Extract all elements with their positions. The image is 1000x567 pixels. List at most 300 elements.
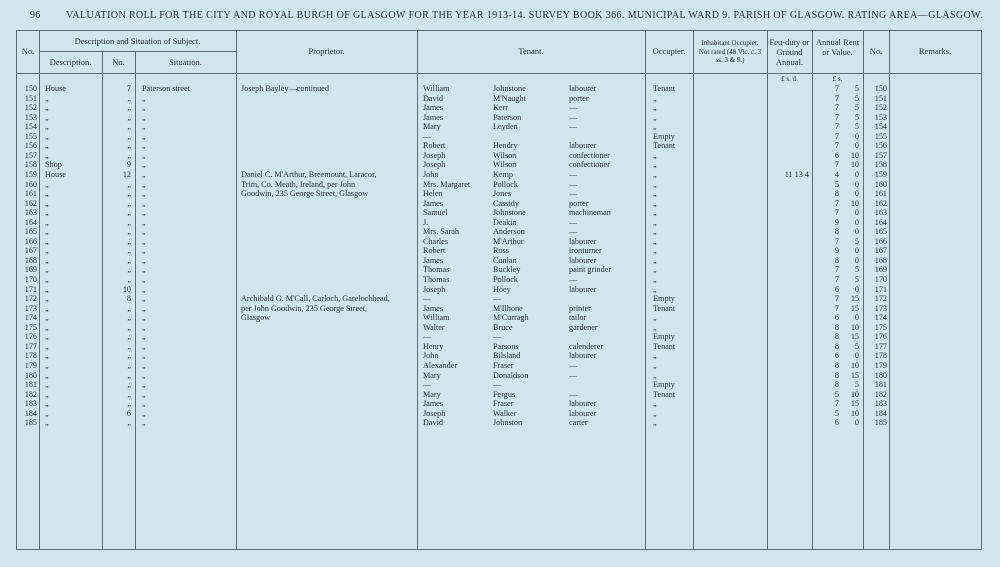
row-occupier: „: [653, 208, 657, 218]
row-rent-shillings: 15: [850, 294, 859, 304]
row-rent-shillings: 5: [854, 380, 859, 390]
row-number-right: 166: [874, 236, 887, 246]
row-number-right: 180: [874, 370, 887, 380]
row-house-number: „: [127, 141, 131, 151]
row-number-right: 175: [874, 322, 887, 332]
row-number-right: 179: [874, 360, 887, 370]
row-tenant-last: Hendry: [493, 141, 518, 151]
row-rent-pounds: 7: [834, 122, 839, 132]
row-description: „: [45, 141, 49, 151]
row-tenant-first: Joseph: [423, 150, 446, 160]
row-house-number: „: [127, 255, 131, 265]
header-rule: [17, 73, 981, 74]
col-header-no-right: No.: [869, 46, 883, 56]
row-situation: „: [142, 303, 146, 313]
row-tenant-last: M'Arthur: [493, 236, 524, 246]
table-row: [17, 189, 981, 199]
row-description: „: [45, 122, 49, 132]
row-description: „: [45, 399, 49, 409]
row-tenant-first: Joseph: [423, 160, 446, 170]
row-number-right: 163: [874, 208, 887, 218]
row-tenant-occupation: labourer: [569, 84, 597, 93]
row-rent-pounds: 7: [834, 93, 839, 103]
row-house-number: „: [127, 322, 131, 332]
row-situation: „: [142, 389, 146, 399]
row-tenant-first: James: [423, 103, 444, 113]
table-row: [17, 180, 981, 190]
row-tenant-first: —: [423, 380, 432, 390]
row-situation: „: [142, 399, 146, 409]
row-occupier: „: [653, 265, 657, 275]
row-number-right: 159: [874, 169, 887, 179]
table-row: [17, 132, 981, 142]
row-rent-pounds: 6: [834, 313, 839, 323]
table-row: [17, 323, 981, 333]
row-tenant-occupation: machineman: [569, 208, 611, 218]
row-description: „: [45, 360, 49, 370]
row-tenant-first: Mrs. Margaret: [423, 179, 471, 189]
row-tenant-occupation: —: [569, 103, 578, 113]
row-house-number: „: [127, 236, 131, 246]
row-description: „: [45, 198, 49, 208]
row-number: 157: [24, 150, 37, 160]
row-rent-pounds: 8: [834, 189, 839, 199]
row-tenant-last: —: [493, 294, 502, 304]
row-rent-shillings: 5: [854, 84, 859, 93]
row-number: 162: [24, 198, 37, 208]
row-situation: „: [142, 380, 146, 390]
row-number: 154: [24, 122, 37, 132]
row-tenant-occupation: printer: [569, 303, 591, 313]
row-tenant-occupation: labourer: [569, 399, 597, 409]
row-description: „: [45, 408, 49, 418]
row-occupier: Empty: [653, 294, 675, 304]
row-description: „: [45, 380, 49, 390]
row-tenant-last: Fraser: [493, 360, 514, 370]
row-tenant-last: Buckley: [493, 265, 521, 275]
row-house-number: „: [127, 341, 131, 351]
row-number: 172: [24, 294, 37, 304]
row-number-right: 156: [874, 141, 887, 151]
header-rule: [39, 51, 236, 52]
row-situation: „: [142, 122, 146, 132]
row-tenant-occupation: —: [569, 217, 578, 227]
row-tenant-occupation: paint grinder: [569, 265, 612, 275]
row-rent-shillings: 0: [854, 217, 859, 227]
table-row: [17, 256, 981, 266]
row-situation: „: [142, 93, 146, 103]
row-number-right: 150: [874, 84, 887, 93]
row-rent-shillings: 0: [854, 351, 859, 361]
row-situation: „: [142, 150, 146, 160]
row-description: „: [45, 303, 49, 313]
row-rent-pounds: 6: [834, 150, 839, 160]
row-rent-shillings: 10: [850, 150, 859, 160]
row-house-number: „: [127, 150, 131, 160]
row-description: „: [45, 284, 49, 294]
row-tenant-occupation: calenderer: [569, 341, 604, 351]
row-occupier: Tenant: [653, 84, 676, 93]
row-tenant-occupation: ironturner: [569, 246, 602, 256]
row-number-right: 168: [874, 255, 887, 265]
row-tenant-occupation: labourer: [569, 408, 597, 418]
row-number-right: 165: [874, 227, 887, 237]
row-number: 161: [24, 189, 37, 199]
row-description: House: [45, 84, 66, 93]
table-row: [17, 208, 981, 218]
row-rent-shillings: 10: [850, 198, 859, 208]
row-tenant-occupation: tailor: [569, 313, 587, 323]
valuation-roll-table: [16, 30, 982, 550]
col-header-feu: Feu-duty or Ground Annual.: [769, 37, 810, 67]
row-situation: „: [142, 179, 146, 189]
row-number-right: 171: [874, 284, 887, 294]
row-number: 163: [24, 208, 37, 218]
row-rent-shillings: 0: [854, 169, 859, 179]
row-tenant-last: Kerr: [493, 103, 508, 113]
row-occupier: „: [653, 198, 657, 208]
row-house-number: „: [127, 275, 131, 284]
row-number-right: 170: [874, 275, 887, 284]
row-tenant-first: —: [423, 131, 432, 141]
row-rent-shillings: 15: [850, 399, 859, 409]
row-tenant-first: James: [423, 112, 444, 122]
row-tenant-first: James: [423, 303, 444, 313]
table-row: [17, 409, 981, 419]
row-occupier: „: [653, 322, 657, 332]
row-tenant-occupation: gardener: [569, 322, 598, 332]
row-description: „: [45, 275, 49, 284]
row-situation: „: [142, 198, 146, 208]
row-tenant-first: William: [423, 313, 450, 323]
row-situation: „: [142, 227, 146, 237]
row-occupier: „: [653, 255, 657, 265]
row-tenant-last: Pollock: [493, 275, 519, 284]
row-number-right: 182: [874, 389, 887, 399]
col-header-inhabitant: Inhabitant Occupier. Not rated (48 Vic. c. 3 ss. 3 & 9.): [698, 39, 762, 64]
row-number: 170: [24, 275, 37, 284]
table-row: [17, 294, 981, 304]
row-rent-pounds: 7: [834, 399, 839, 409]
col-header-house-no: No.: [112, 57, 125, 67]
row-rent-pounds: 7: [834, 141, 839, 151]
row-tenant-first: James: [423, 198, 444, 208]
table-row: [17, 304, 981, 314]
row-number-right: 152: [874, 103, 887, 113]
table-row: [17, 265, 981, 275]
row-situation: „: [142, 341, 146, 351]
row-tenant-last: Leyden: [493, 122, 518, 132]
row-number-right: 154: [874, 122, 887, 132]
row-number-right: 155: [874, 131, 887, 141]
row-description: „: [45, 351, 49, 361]
row-rent-shillings: 0: [854, 131, 859, 141]
row-number-right: 164: [874, 217, 887, 227]
feu-currency-units: £ s. d.: [781, 75, 798, 83]
row-tenant-first: Joseph: [423, 284, 446, 294]
row-number: 153: [24, 112, 37, 122]
row-number: 183: [24, 399, 37, 409]
row-tenant-first: John: [423, 351, 439, 361]
row-occupier: „: [653, 150, 657, 160]
row-rent-pounds: 5: [834, 408, 839, 418]
row-house-number: 8: [126, 294, 131, 304]
row-number-right: 181: [874, 380, 887, 390]
row-tenant-first: —: [423, 294, 432, 304]
row-occupier: „: [653, 351, 657, 361]
row-rent-pounds: 7: [834, 198, 839, 208]
row-number: 184: [24, 408, 37, 418]
row-situation: „: [142, 217, 146, 227]
row-house-number: „: [127, 131, 131, 141]
row-rent-pounds: 8: [834, 332, 839, 342]
row-occupier: „: [653, 399, 657, 409]
col-header-remarks: Remarks.: [918, 46, 952, 56]
row-description: „: [45, 217, 49, 227]
table-row: [17, 122, 981, 132]
row-rent-pounds: 6: [834, 418, 839, 428]
table-row: [17, 390, 981, 400]
table-row: [17, 84, 981, 94]
row-rent-shillings: 0: [854, 313, 859, 323]
table-row: [17, 218, 981, 228]
row-occupier: „: [653, 418, 657, 428]
row-house-number: 10: [122, 284, 131, 294]
row-occupier: „: [653, 160, 657, 170]
row-tenant-occupation: —: [569, 122, 578, 132]
row-rent-pounds: 8: [834, 370, 839, 380]
row-number: 164: [24, 217, 37, 227]
row-tenant-last: Hoey: [493, 284, 511, 294]
row-occupier: Empty: [653, 332, 675, 342]
row-occupier: Tenant: [653, 389, 676, 399]
row-rent-pounds: 7: [834, 303, 839, 313]
row-number: 173: [24, 303, 37, 313]
row-house-number: 12: [122, 169, 131, 179]
row-tenant-first: Alexander: [423, 360, 458, 370]
row-rent-pounds: 5: [834, 389, 839, 399]
row-rent-shillings: 5: [854, 93, 859, 103]
row-occupier: „: [653, 227, 657, 237]
row-rent-shillings: 0: [854, 284, 859, 294]
row-number: 179: [24, 360, 37, 370]
row-rent-shillings: 5: [854, 122, 859, 132]
row-number: 177: [24, 341, 37, 351]
table-row: [17, 141, 981, 151]
row-tenant-occupation: confectioner: [569, 160, 610, 170]
row-description: Shop: [45, 160, 62, 170]
col-header-occupier: Occupier.: [652, 46, 686, 56]
row-occupier: „: [653, 179, 657, 189]
col-header-no: No.: [21, 46, 35, 56]
row-occupier: Tenant: [653, 341, 676, 351]
row-house-number: „: [127, 227, 131, 237]
row-house-number: „: [127, 93, 131, 103]
row-tenant-last: M'Naught: [493, 93, 526, 103]
row-tenant-first: Mary: [423, 122, 441, 132]
row-rent-shillings: 0: [854, 418, 859, 428]
row-number: 174: [24, 313, 37, 323]
row-number: 156: [24, 141, 37, 151]
row-situation: „: [142, 418, 146, 428]
row-tenant-occupation: porter: [569, 93, 589, 103]
row-rent-pounds: 8: [834, 227, 839, 237]
row-description: „: [45, 370, 49, 380]
row-tenant-first: Samuel: [423, 208, 448, 218]
row-situation: „: [142, 275, 146, 284]
row-description: „: [45, 389, 49, 399]
row-tenant-last: Anderson: [493, 227, 525, 237]
row-tenant-first: James: [423, 255, 444, 265]
row-house-number: „: [127, 217, 131, 227]
row-number: 158: [24, 160, 37, 170]
row-rent-pounds: 8: [834, 322, 839, 332]
row-feu-duty: 11 13 4: [784, 169, 809, 179]
row-number-right: 173: [874, 303, 887, 313]
row-description: „: [45, 131, 49, 141]
row-situation: „: [142, 169, 146, 179]
table-row: [17, 113, 981, 123]
row-tenant-last: Ross: [493, 246, 509, 256]
row-tenant-occupation: labourer: [569, 236, 597, 246]
row-number-right: 169: [874, 265, 887, 275]
row-situation: „: [142, 360, 146, 370]
row-rent-shillings: 0: [854, 189, 859, 199]
row-description: „: [45, 179, 49, 189]
row-tenant-first: John: [423, 169, 439, 179]
row-tenant-first: Mary: [423, 370, 441, 380]
row-house-number: „: [127, 380, 131, 390]
row-situation: „: [142, 255, 146, 265]
annual-currency-units: £ s.: [832, 75, 843, 83]
row-tenant-occupation: labourer: [569, 255, 597, 265]
row-situation: „: [142, 313, 146, 323]
row-rent-pounds: 8: [834, 255, 839, 265]
table-row: [17, 351, 981, 361]
row-situation: „: [142, 246, 146, 256]
row-house-number: „: [127, 399, 131, 409]
row-tenant-last: Pollock: [493, 179, 519, 189]
row-house-number: „: [127, 198, 131, 208]
table-row: [17, 380, 981, 390]
row-number-right: 153: [874, 112, 887, 122]
row-rent-pounds: 8: [834, 341, 839, 351]
table-row: [17, 313, 981, 323]
table-row: [17, 285, 981, 295]
row-tenant-occupation: labourer: [569, 284, 597, 294]
row-rent-shillings: 0: [854, 255, 859, 265]
row-description: „: [45, 246, 49, 256]
row-number-right: 178: [874, 351, 887, 361]
row-rent-pounds: 7: [834, 103, 839, 113]
row-number-right: 162: [874, 198, 887, 208]
row-tenant-first: Walter: [423, 322, 445, 332]
row-number: 175: [24, 322, 37, 332]
row-tenant-occupation: —: [569, 370, 578, 380]
row-situation: „: [142, 236, 146, 246]
table-row: [17, 246, 981, 256]
row-number: 159: [24, 169, 37, 179]
row-tenant-last: Paterson: [493, 112, 522, 122]
row-rent-shillings: 10: [850, 160, 859, 170]
row-description: „: [45, 255, 49, 265]
row-number-right: 151: [874, 93, 887, 103]
row-rent-shillings: 10: [850, 408, 859, 418]
row-number: 155: [24, 131, 37, 141]
row-tenant-occupation: —: [569, 227, 578, 237]
row-proprietor: Goodwin, 235 George Street, Glasgow: [241, 189, 369, 199]
row-occupier: „: [653, 93, 657, 103]
table-row: [17, 103, 981, 113]
row-occupier: „: [653, 246, 657, 256]
row-tenant-last: Jones: [493, 189, 512, 199]
row-tenant-occupation: porter: [569, 198, 589, 208]
row-description: „: [45, 313, 49, 323]
table-row: [17, 332, 981, 342]
row-tenant-last: M'Ilhone: [493, 303, 523, 313]
row-tenant-last: Fergus: [493, 389, 516, 399]
row-tenant-last: Kemp: [493, 169, 514, 179]
row-house-number: „: [127, 313, 131, 323]
row-proprietor: Archibald G. M'Call, Carloch, Garelochhead,: [241, 294, 390, 304]
row-occupier: „: [653, 112, 657, 122]
row-rent-pounds: 8: [834, 360, 839, 370]
row-situation: „: [142, 112, 146, 122]
table-row: [17, 227, 981, 237]
row-tenant-occupation: carter: [569, 418, 588, 428]
row-rent-pounds: 7: [834, 160, 839, 170]
row-situation: „: [142, 408, 146, 418]
row-number-right: 176: [874, 332, 887, 342]
row-house-number: „: [127, 332, 131, 342]
table-row: [17, 199, 981, 209]
row-rent-shillings: 5: [854, 265, 859, 275]
row-rent-shillings: 10: [850, 389, 859, 399]
row-number: 165: [24, 227, 37, 237]
row-rent-pounds: 7: [834, 112, 839, 122]
row-rent-shillings: 0: [854, 179, 859, 189]
row-rent-pounds: 4: [834, 169, 839, 179]
row-number: 152: [24, 103, 37, 113]
row-tenant-first: Mrs. Sarah: [423, 227, 459, 237]
table-row: [17, 170, 981, 180]
row-rent-shillings: 10: [850, 360, 859, 370]
row-proprietor: per John Goodwin, 235 George Street,: [241, 303, 368, 313]
row-number: 160: [24, 179, 37, 189]
row-tenant-last: Fraser: [493, 399, 514, 409]
row-house-number: 6: [126, 408, 131, 418]
table-row: [17, 151, 981, 161]
row-house-number: „: [127, 389, 131, 399]
row-tenant-first: Robert: [423, 141, 446, 151]
row-description: „: [45, 93, 49, 103]
row-tenant-last: Bilsland: [493, 351, 521, 361]
row-tenant-last: Cassidy: [493, 198, 519, 208]
row-rent-shillings: 0: [854, 208, 859, 218]
table-row: [17, 342, 981, 352]
row-rent-shillings: 5: [854, 112, 859, 122]
row-number-right: 183: [874, 399, 887, 409]
row-situation: „: [142, 370, 146, 380]
row-house-number: „: [127, 103, 131, 113]
row-rent-shillings: 5: [854, 275, 859, 284]
row-tenant-last: Donaldson: [493, 370, 529, 380]
row-house-number: „: [127, 122, 131, 132]
row-house-number: „: [127, 179, 131, 189]
row-occupier: „: [653, 189, 657, 199]
row-description: „: [45, 341, 49, 351]
row-description: „: [45, 150, 49, 160]
